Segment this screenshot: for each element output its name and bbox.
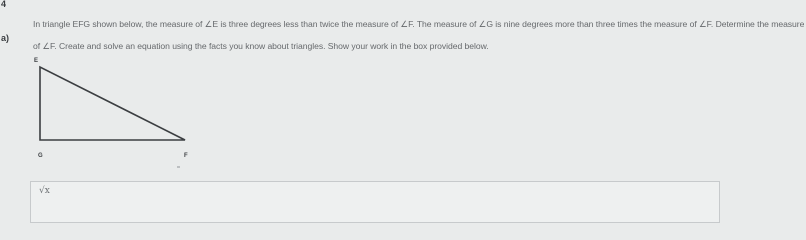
question-text xyxy=(33,13,803,57)
triangle-diagram xyxy=(30,52,220,172)
vertex-label-f: F xyxy=(184,153,188,159)
question-line-1: In triangle EFG shown below, the measure of ∠E is three degrees less than twice the measure of ∠F. The measure of ∠G is nine degrees more than three times the measure of ∠F. Determine the measure xyxy=(33,19,805,29)
vertex-label-e: E xyxy=(34,58,39,64)
question-line-2: of ∠F. Create and solve an equation using the facts you know about triangles. Show your work in the box provided below. xyxy=(33,41,489,51)
answer-box[interactable] xyxy=(30,181,720,223)
math-tool-sqrt-button[interactable]: √x xyxy=(39,186,50,196)
triangle-efg xyxy=(40,67,185,140)
question-number: 4 xyxy=(1,0,7,9)
vertex-label-g: G xyxy=(38,153,43,159)
triangle-figure xyxy=(30,52,220,172)
part-label: a) xyxy=(1,33,10,43)
